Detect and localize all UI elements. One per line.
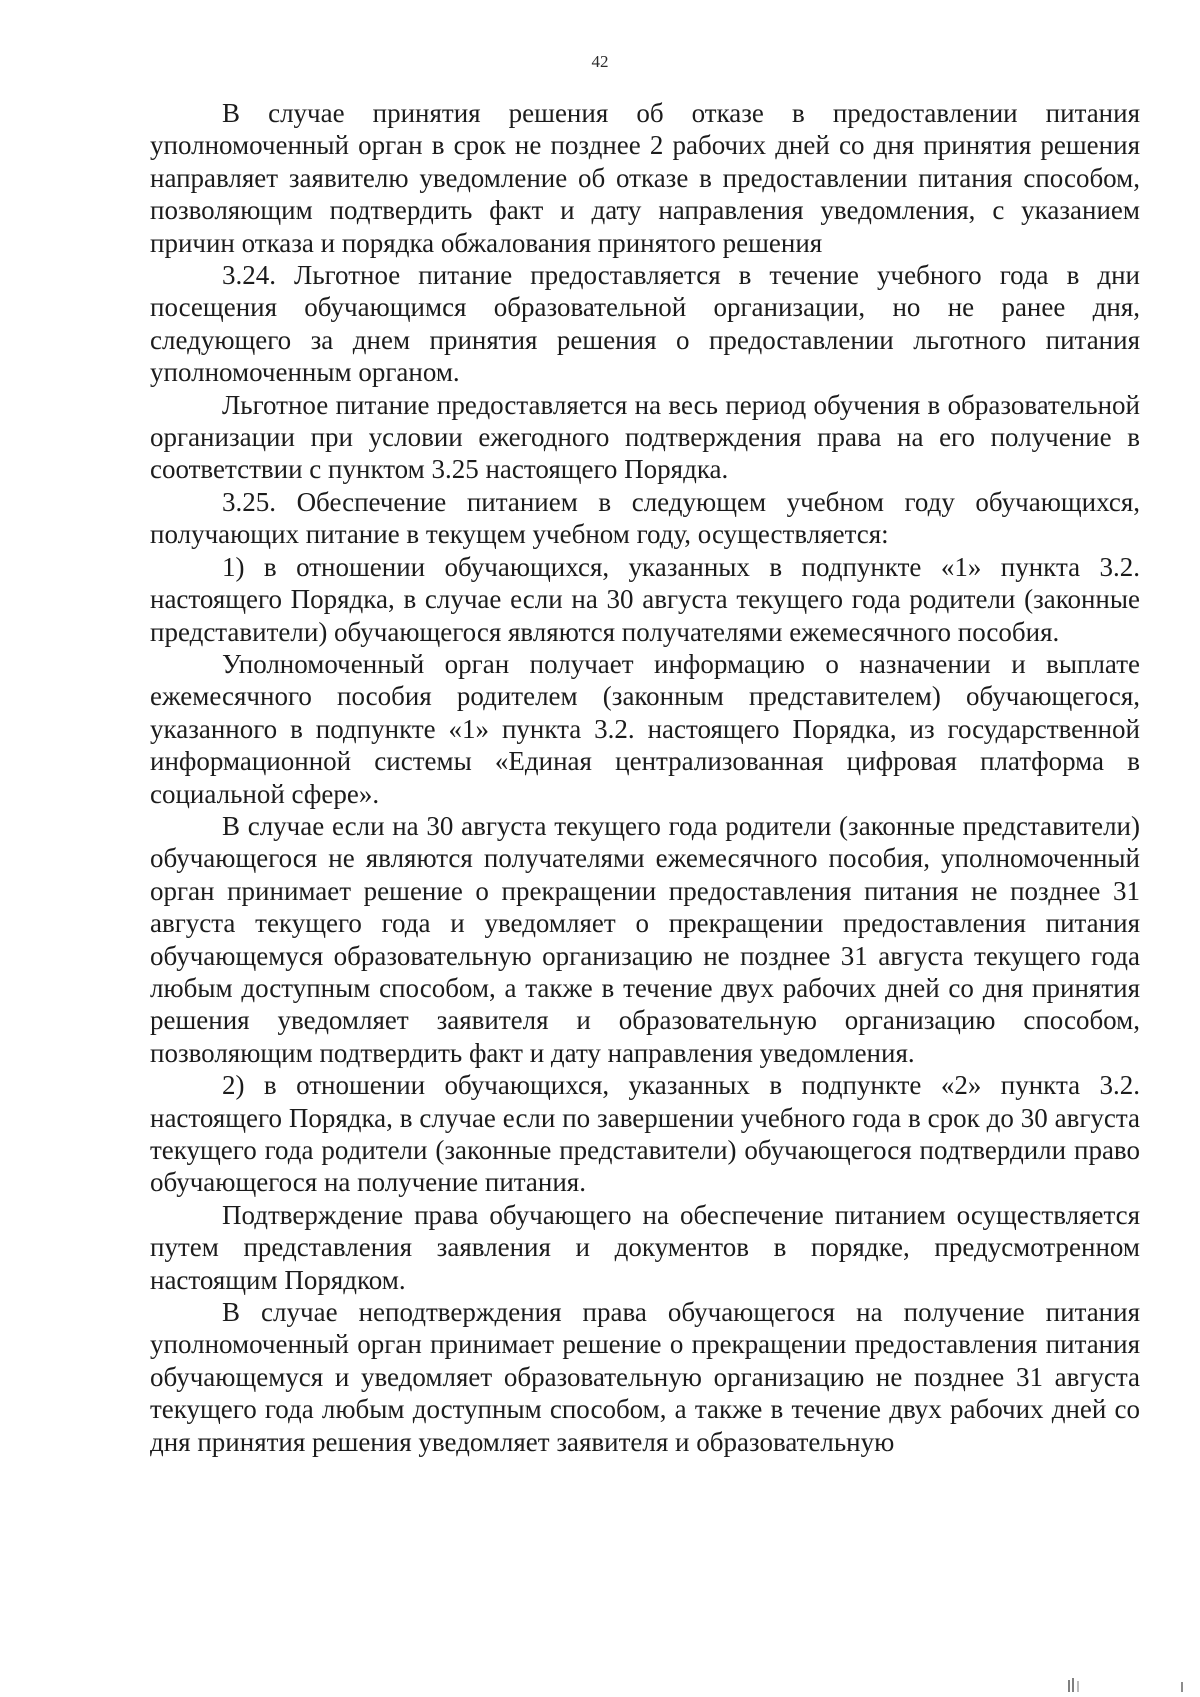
paragraph-3-24: 3.24. Льготное питание предоставляется в течение учебного года в дни посещения обучающимся образовательной организации, но не ранее дня, следующего за днем принятия решения о предоставлении льготного питания уполномоченным органом. (150, 260, 1140, 388)
paragraph-refusal-notice: В случае принятия решения об отказе в предоставлении питания уполномоченный орган в срок не позднее 2 рабочих дней со дня принятия решения направляет заявителю уведомление об отказе в предоставлении питания способом, позволяющим подтвердить факт и дату направления уведомления, с указанием причин отказа и порядка обжалования принятого решения (150, 98, 1140, 258)
paragraph-non-confirmation: В случае неподтверждения права обучающегося на получение питания уполномоченный орган принимает решение о прекращении предоставления питания обучающемуся и уведомляет образовательную организацию не позднее 31 августа текущего года любым доступным способом, а также в течение двух рабочих дней со дня принятия решения уведомляет заявителя и образовательную (150, 1297, 1140, 1457)
paragraph-item-1: 1) в отношении обучающихся, указанных в подпункте «1» пункта 3.2. настоящего Порядка, в случае если на 30 августа текущего года родители (законные представители) обучающегося являются получателями ежемесячного пособия. (150, 551, 1140, 647)
paragraph-info-source: Уполномоченный орган получает информацию о назначении и выплате ежемесячного пособия родителем (законным представителем) обучающегося, указанного в подпункте «1» пункта 3.2. настоящего Порядка, из государственной информационной системы «Единая централизованная цифровая платформа в социальной сфере». (150, 648, 1140, 809)
paragraph-termination: В случае если на 30 августа текущего года родители (законные представители) обучающегося не являются получателями ежемесячного пособия, уполномоченный орган принимает решение о прекращении предоставления питания не позднее 31 августа текущего года и уведомляет о прекращении предоставления питания обучающемуся образовательную организацию не позднее 31 августа текущего года любым доступным способом, а также в течение двух рабочих дней со дня принятия решения уведомляет заявителя и образовательную организацию способом, позволяющим подтвердить факт и дату направления уведомления. (150, 810, 1140, 1068)
paragraph-3-25: 3.25. Обеспечение питанием в следующем учебном году обучающихся, получающих питание в текущем учебном году, осуществляется: (150, 486, 1140, 550)
paragraph-confirmation: Подтверждение права обучающего на обеспечение питанием осуществляется путем представления заявления и документов в порядке, предусмотренном настоящим Порядком. (150, 1199, 1140, 1295)
document-body (150, 97, 1140, 1458)
paragraph-item-2: 2) в отношении обучающихся, указанных в подпункте «2» пункта 3.2. настоящего Порядка, в случае если по завершении учебного года в срок до 30 августа текущего года родители (законные представители) обучающегося подтвердили право обучающегося на получение питания. (150, 1070, 1140, 1198)
paragraph-period: Льготное питание предоставляется на весь период обучения в образовательной организации при условии ежегодного подтверждения права на его получение в соответствии с пунктом 3.25 настоящего Порядка. (150, 389, 1140, 485)
page-number: 42 (591, 52, 609, 71)
scan-artifact-marks (1040, 1672, 1190, 1692)
